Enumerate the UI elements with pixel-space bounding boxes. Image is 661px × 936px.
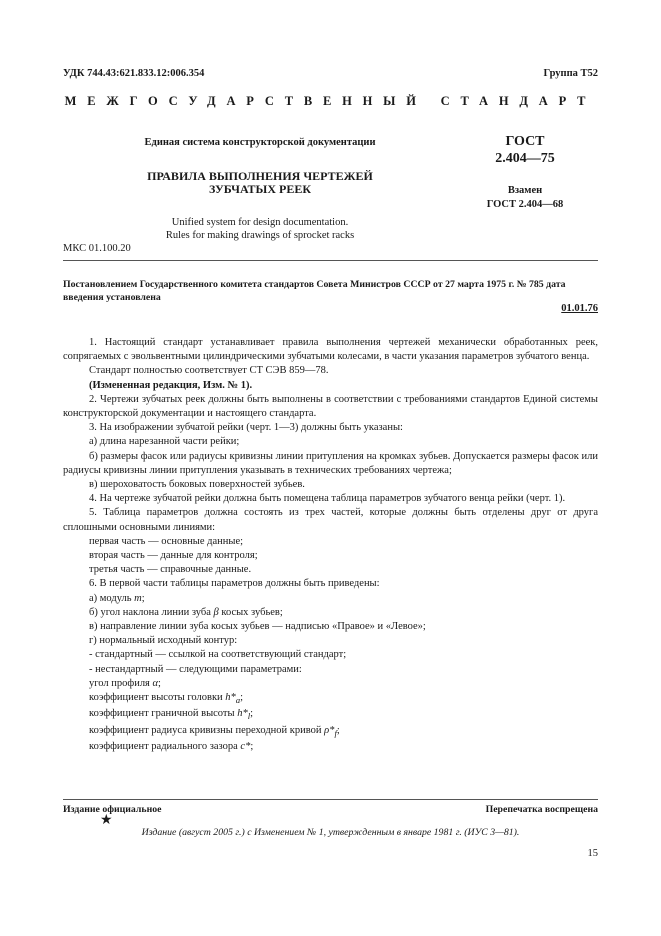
list-item: третья часть — справочные данные. (89, 564, 252, 576)
list-item: а) длина нарезанной части рейки; (89, 436, 240, 448)
page-number: 15 (587, 848, 598, 859)
replaces-block (450, 184, 600, 212)
decree-text: Постановлением Государственного комитета стандартов Совета Министров СССР от 27 марта 1975 г. № 785 дата введения установлена (63, 279, 566, 303)
english-title (110, 216, 410, 242)
paragraph: 6. В первой части таблицы параметров должны быть приведены: (89, 578, 380, 590)
document-body (63, 336, 598, 754)
list-item: угол профиля α; (89, 677, 161, 689)
replaces-number: ГОСТ 2.404—68 (486, 199, 564, 210)
header-divider (63, 260, 598, 261)
list-item: б) угол наклона линии зуба β косых зубьев; (89, 606, 283, 618)
amendment-note: (Измененная редакция, Изм. № 1). (89, 379, 253, 391)
paragraph: 5. Таблица параметров должна состоять из трех частей, которые должны быть отделены друг от друга сплошными основными линиями: (63, 507, 598, 533)
paragraph: 3. На изображении зубчатой рейки (черт. 1—3) должны быть указаны: (89, 422, 403, 434)
paragraph: 4. На чертеже зубчатой рейки должна быть помещена таблица параметров зубчатого венца рейки (черт. 1). (89, 493, 566, 505)
gost-number: 2.404—75 (495, 151, 555, 166)
list-item: б) размеры фасок или радиусы кривизны линии притупления на кромках зубьев. Допускается размеры фасок или радиусы кривизны линии притупления указывать в технических требованиях чертежа; (63, 450, 598, 476)
official-edition-label: Издание официальное (63, 804, 162, 815)
list-item: коэффициент высоты головки $h*_a$; (89, 692, 244, 706)
list-item: первая часть — основные данные; (89, 535, 244, 547)
udk-code: УДК 744.43:621.833.12:006.354 (63, 68, 205, 79)
standard-banner: МЕЖГОСУДАРСТВЕННЫЙ СТАНДАРТ (64, 94, 597, 108)
group-code: Группа Т52 (543, 68, 598, 79)
list-item: в) шероховатость боковых поверхностей зубьев. (89, 479, 305, 491)
footer-divider (63, 799, 598, 800)
paragraph: Стандарт полностью соответствует СТ СЭВ 859—78. (89, 365, 329, 377)
english-line-1: Unified system for design documentation. (171, 217, 349, 228)
reprint-prohibited-label: Перепечатка воспрещена (485, 804, 598, 815)
list-item: в) направление линии зуба косых зубьев — надписью «Правое» и «Левое»; (89, 621, 426, 633)
effective-date: 01.01.76 (561, 303, 598, 314)
list-item: а) модуль m; (89, 592, 145, 604)
document-title (110, 170, 410, 196)
list-item: коэффициент граничной высоты $h*_l$; (89, 708, 254, 722)
edition-note: Издание (август 2005 г.) с Изменением № 1, утвержденным в январе 1981 г. (ИУС 3—81). (141, 827, 520, 838)
list-item: г) нормальный исходный контур: (89, 635, 238, 647)
title-line-2: ЗУБЧАТЫХ РЕЕК (208, 182, 312, 196)
list-item: - нестандартный — следующими параметрами: (89, 663, 302, 675)
star-icon: ★ (100, 813, 113, 828)
gost-label: ГОСТ (505, 134, 545, 149)
list-item: коэффициент радиального зазора c*; (89, 740, 254, 752)
title-line-1: ПРАВИЛА ВЫПОЛНЕНИЯ ЧЕРТЕЖЕЙ (147, 169, 373, 183)
replaces-label: Взамен (507, 185, 543, 196)
gost-designation (470, 133, 580, 167)
list-item: - стандартный — ссылкой на соответствующий стандарт; (89, 649, 347, 661)
paragraph: 1. Настоящий стандарт устанавливает правила выполнения чертежей механически обработанных реек, сопрягаемых с эвольвентными цилиндрическими зубчатыми колесами, в части указания параметров зубчатого венца. (63, 337, 598, 363)
paragraph: 2. Чертежи зубчатых реек должны быть выполнены в соответствии с требованиями стандартов Единой системы конструкторской документации и настоящего стандарта. (63, 393, 598, 420)
english-line-2: Rules for making drawings of sprocket racks (165, 230, 355, 241)
mks-code: МКС 01.100.20 (63, 243, 131, 254)
list-item: коэффициент радиуса кривизны переходной кривой $\rho*_f$; (89, 724, 340, 738)
system-name: Единая система конструкторской документации (144, 137, 376, 148)
list-item: вторая часть — данные для контроля; (89, 550, 258, 562)
